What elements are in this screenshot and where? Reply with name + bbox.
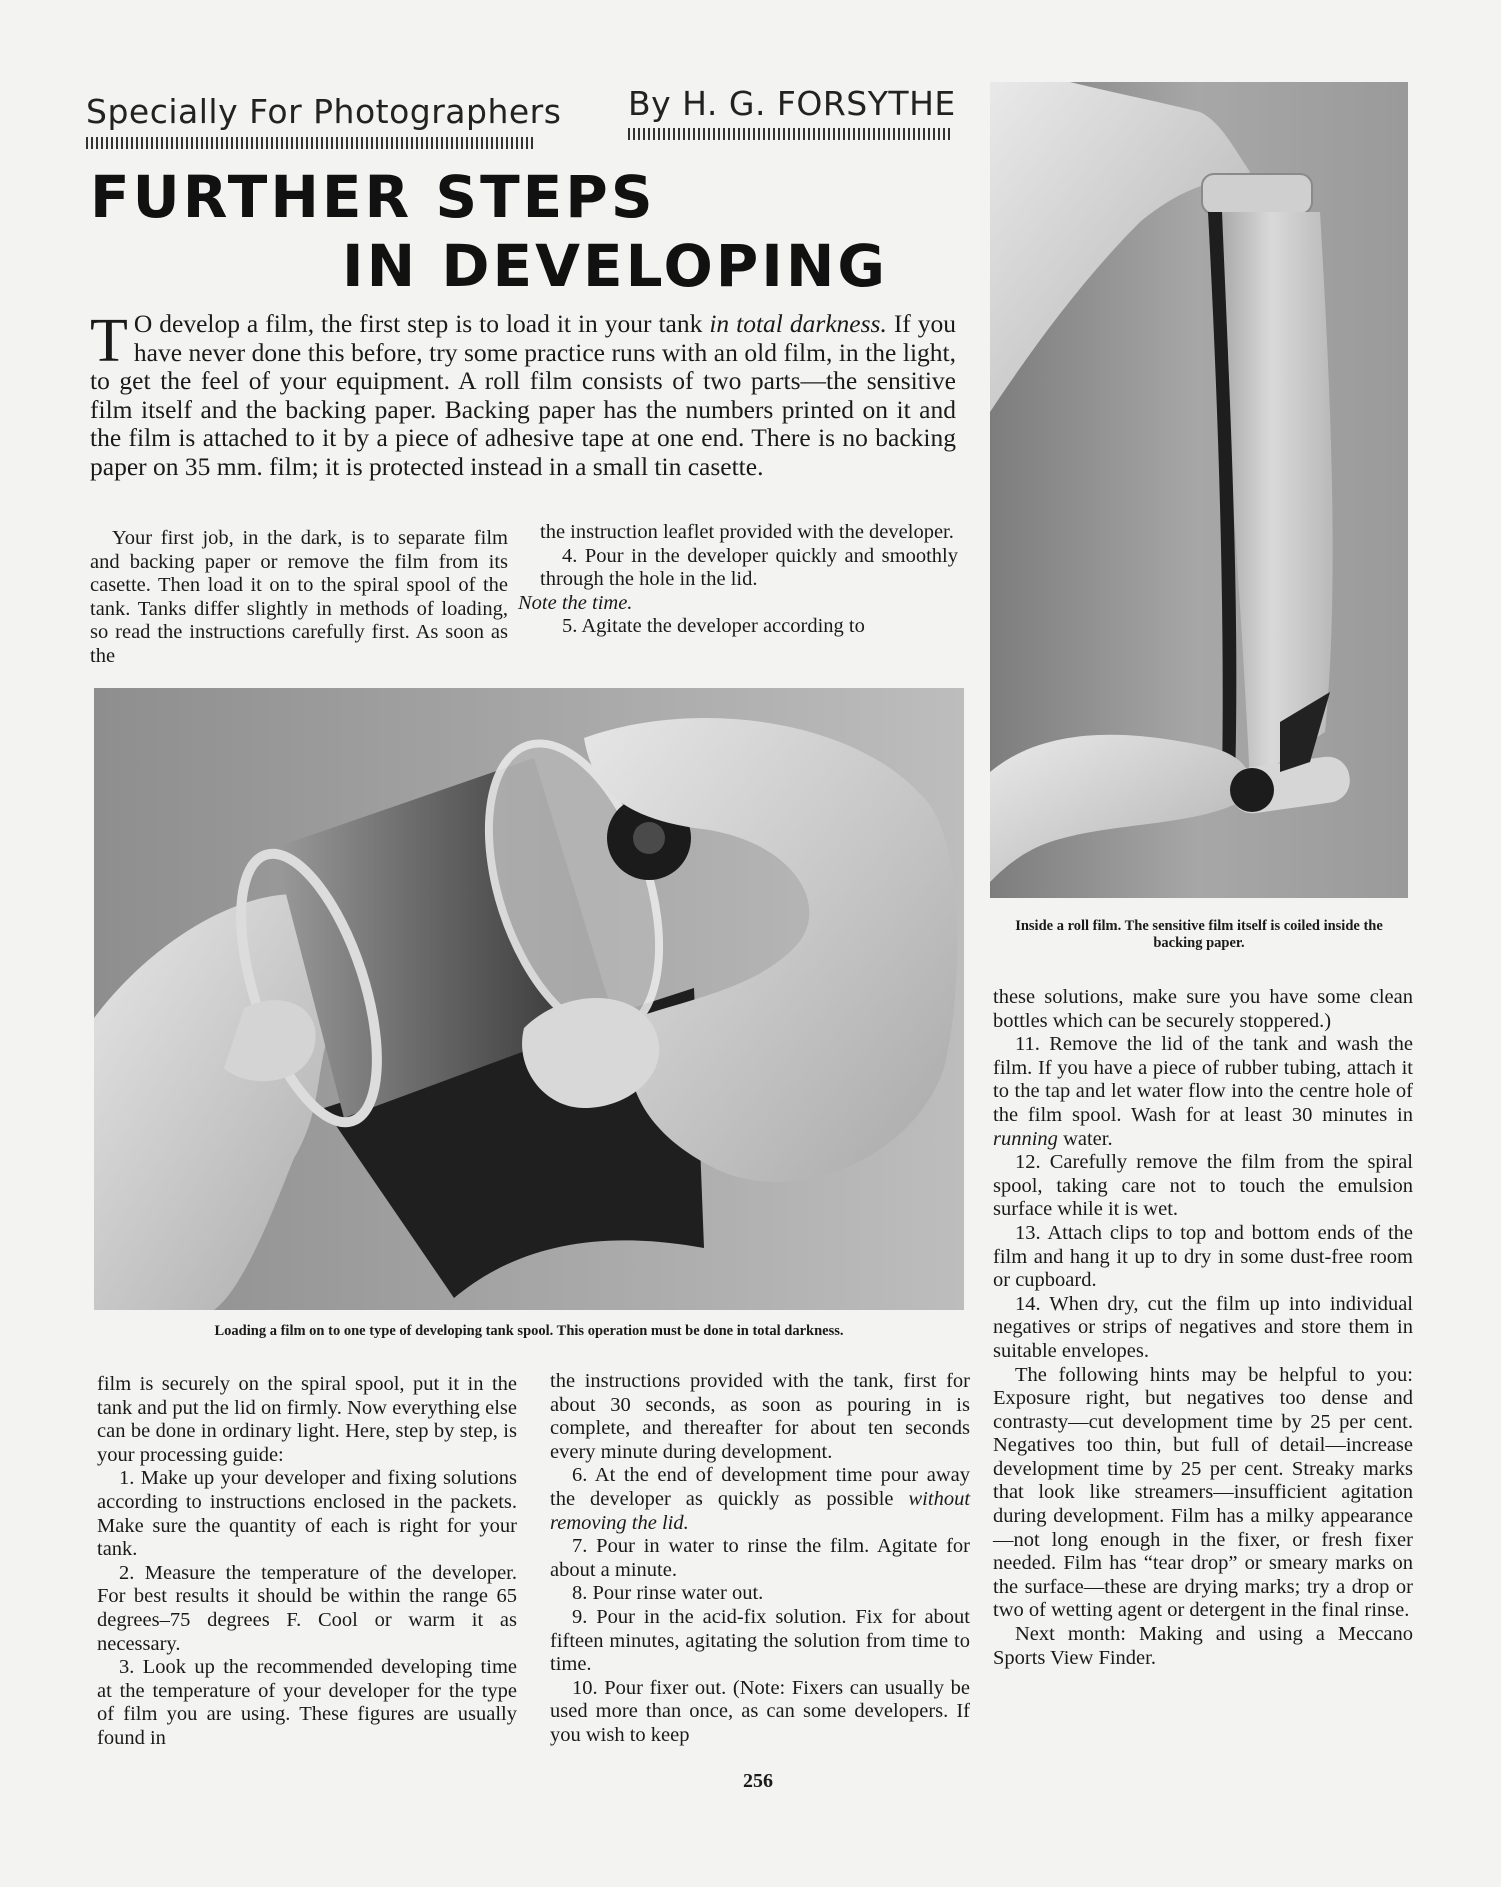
section-kicker: Specially For Photographers <box>86 92 562 131</box>
lead-text-end: If you have never done this before, try some practice runs with an old film, in the light, to get the feel of your equipment. A roll film consists of two parts—the sensitive film itself and the backing paper. Backing paper has the numbers printed on it and the film is attached to it by a piece of adhesive tape at one end. There is no backing paper on 35 mm. film; it is protected instead in a small tin casette. <box>90 309 957 481</box>
lead-emphasis: in total darkness. <box>709 309 887 338</box>
bottom-mid-p4: 8. Pour rinse water out. <box>572 1582 764 1605</box>
roll-film-illustration <box>990 82 1408 898</box>
right-p7: Next month: Making and using a Meccano Sports View Finder. <box>993 1623 1413 1669</box>
right-column <box>993 986 1413 1670</box>
byline-rule <box>628 128 953 140</box>
bottom-middle-column <box>550 1370 970 1748</box>
drop-cap: T <box>90 307 128 375</box>
main-photo-caption: Loading a film on to one type of developing tank spool. This operation must be done in total darkness. <box>214 1323 844 1339</box>
headline-line1: FURTHER STEPS <box>90 163 656 231</box>
right-p5: 14. When dry, cut the film up into individual negatives or strips of negatives and store them in suitable envelopes. <box>993 1292 1413 1362</box>
upper-right-p1: the instruction leaflet provided with the developer. <box>540 521 954 543</box>
bottom-mid-italic: without removing the lid. <box>550 1487 971 1534</box>
lead-text-start: O develop a film, the first step is to load it in your tank <box>133 309 710 338</box>
bottom-left-p4: 3. Look up the recommended developing time at the temperature of your developer for the type of film you are using. These figures are usually found in <box>97 1656 517 1749</box>
page-number: 256 <box>743 1770 773 1792</box>
bottom-mid-p6: 10. Pour fixer out. (Note: Fixers can usually be used more than once, as can some developers. If you wish to keep <box>550 1676 970 1746</box>
upper-right-p3: 5. Agitate the developer according to <box>562 615 865 638</box>
upper-right-italic: Note the time. <box>518 591 633 614</box>
bottom-mid-p3: 7. Pour in water to rinse the film. Agitate for about a minute. <box>550 1535 970 1581</box>
right-p1: these solutions, make sure you have some clean bottles which can be securely stoppered.) <box>993 986 1413 1032</box>
headline-line2: IN DEVELOPING <box>342 232 889 300</box>
right-p4: 13. Attach clips to top and bottom ends of the film and hang it up to dry in some dust-free room or cupboard. <box>993 1221 1413 1292</box>
upper-left-column <box>90 527 508 669</box>
right-italic: running <box>993 1127 1058 1150</box>
right-p2: 11. Remove the lid of the tank and wash the film. If you have a piece of rubber tubing, attach it to the tap and let water flow into the centre hole of the film spool. Wash for at least 30 minutes in running water. <box>993 1033 1413 1150</box>
upper-right-column <box>518 521 958 639</box>
bottom-left-column <box>97 1373 517 1751</box>
side-photo <box>990 82 1408 898</box>
upper-left-paragraph: Your first job, in the dark, is to separate film and backing paper or remove the film from its casette. Then load it on to the spiral spool of the tank. Tanks differ slightly in methods of loading, so read the instructions carefully first. As soon as the <box>90 527 508 667</box>
bottom-left-p2: 1. Make up your developer and fixing solutions according to instructions enclosed in the packets. Make sure the quantity of each is right for your tank. <box>97 1467 517 1561</box>
main-photo <box>94 688 964 1310</box>
right-p3: 12. Carefully remove the film from the spiral spool, taking care not to touch the emulsion surface while it is wet. <box>993 1151 1413 1221</box>
film-loading-illustration <box>94 688 964 1310</box>
bottom-left-p3: 2. Measure the temperature of the developer. For best results it should be within the range 65 degrees–75 degrees F. Cool or warm it as necessary. <box>97 1561 517 1655</box>
upper-right-p2: 4. Pour in the developer quickly and smoothly through the hole in the lid. Note the time. <box>518 544 958 614</box>
bottom-mid-p2: 6. At the end of development time pour away the developer as quickly as possible without removing the lid. <box>550 1464 971 1534</box>
byline: By H. G. FORSYTHE <box>628 84 956 123</box>
bottom-mid-p1: the instructions provided with the tank, first for about 30 seconds, as soon as pouring in is complete, and thereafter for about ten seconds every minute during development. <box>550 1370 970 1463</box>
kicker-rule <box>86 137 534 149</box>
lead-paragraph <box>90 307 957 481</box>
side-photo-caption: Inside a roll film. The sensitive film itself is coiled inside the backing paper. <box>1015 918 1383 951</box>
bottom-left-p1: film is securely on the spiral spool, put it in the tank and put the lid on firmly. Now everything else can be done in ordinary light. Here, step by step, is your processing guide: <box>97 1373 517 1466</box>
right-p6: The following hints may be helpful to you: Exposure right, but negatives too dense and contrasty—cut development time by 25 per cent. Negatives too thin, but full of detail—increase development time by 25 per cent. Streaky marks that look like streamers—insufficient agitation during development. Film has a milky appearance—not long enough in the fixer, or fresh fixer needed. Film has “tear drop” or smeary marks on the surface—these are drying marks; try a drop or two of wetting agent or detergent in the final rinse. <box>993 1363 1413 1622</box>
bottom-mid-p5: 9. Pour in the acid-fix solution. Fix for about fifteen minutes, agitating the solution from time to time. <box>550 1605 970 1676</box>
